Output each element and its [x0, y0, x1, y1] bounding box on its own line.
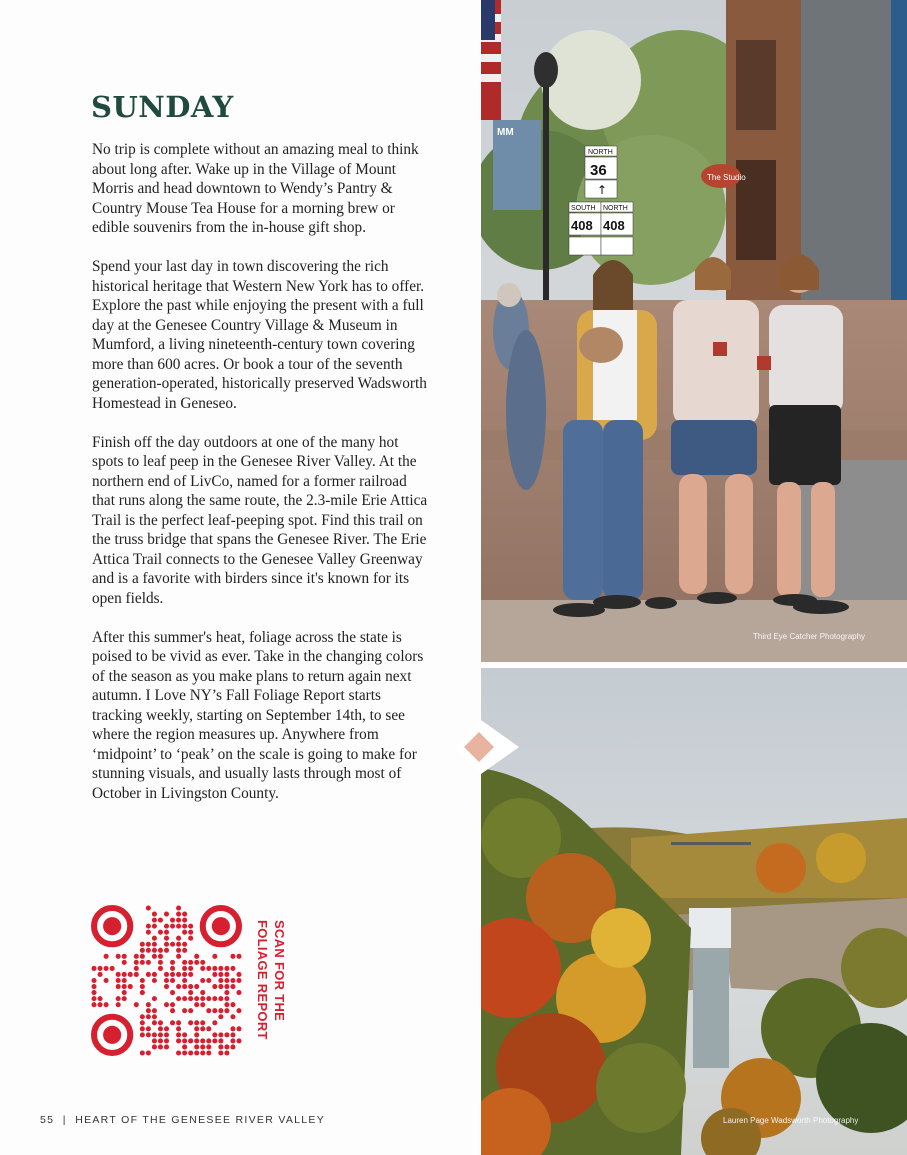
qr-code-icon: [91, 905, 242, 1056]
route-sign-north-label-2: NORTH: [603, 205, 628, 212]
qr-caption: [252, 920, 290, 1050]
page-footer: [40, 1114, 325, 1126]
bottom-photo-credit: Lauren Page Wadsworth Photography: [723, 1116, 859, 1125]
letchworth-gorge-photo: [481, 668, 907, 1155]
route-sign-408-right: 408: [603, 218, 625, 233]
publication-title: HEART OF THE GENESEE RIVER VALLEY: [75, 1114, 326, 1126]
paragraph-foliage: After this summer's heat, foliage across the state is poised to be vivid as ever. Take in the changing colors of the season as you make plans to return again next autumn. I Love NY’s Fall Foliage Report starts tracking weekly, starting on September 14th, to see where the region measures up. Anywhere from ‘midpoint’ to ‘peak’ on the scale is going to make for stunning visuals, and usually lasts through most of October in Livingston County.: [92, 628, 424, 802]
footer-separator: |: [62, 1114, 67, 1126]
banner-text: MM: [497, 127, 514, 138]
decorative-diamond-icon: [455, 720, 519, 774]
section-heading: SUNDAY: [91, 90, 234, 124]
qr-caption-line-2: FOLIAGE REPORT: [255, 920, 270, 1040]
foliage-report-qr-code[interactable]: [91, 905, 242, 1056]
paragraph-outdoors: Finish off the day outdoors at one of the many hot spots to leaf peep in the Genesee River Valley. At the northern end of LivCo, named for a former railroad that runs along the same route, the 2.3-mile Erie Attica Trail is the perfect leaf-peeping spot. Find this trail on the truss bridge that spans the Genesee River. The Erie Attica Trail connects to the Genesee Valley Greenway and is a favorite with birders since it's known for its open fields.: [92, 433, 428, 607]
route-sign-south-label: SOUTH: [571, 205, 596, 212]
route-sign-36: 36: [590, 162, 607, 179]
svg-text:↑: ↑: [597, 183, 608, 197]
qr-caption-line-1: SCAN FOR THE: [272, 920, 287, 1022]
top-photo-credit: Third Eye Catcher Photography: [753, 632, 866, 641]
page-number: 55: [40, 1114, 55, 1126]
route-sign-408-left: 408: [571, 218, 593, 233]
street-festival-photo: [481, 0, 907, 662]
article-body: [92, 140, 432, 823]
paragraph-heritage: Spend your last day in town discovering the rich historical heritage that Western New York has to offer. Explore the past while enjoying the present with a full day at the Genesee Country Village & Museum in Mumford, a living nineteenth-century town covering more than 600 acres. Or book a tour of the seventh generation-operated, historically preserved Wadsworth Homestead in Geneseo.: [92, 258, 427, 412]
paragraph-breakfast: No trip is complete without an amazing meal to think about long after. Wake up in the Village of Mount Morris and head downtown to Wendy’s Pantry & Country Mouse Tea House for a morning brew or edible souvenirs from the in-house gift shop.: [92, 141, 419, 236]
route-sign-north-label: NORTH: [588, 149, 613, 156]
shop-sign: The Studio: [707, 173, 746, 182]
